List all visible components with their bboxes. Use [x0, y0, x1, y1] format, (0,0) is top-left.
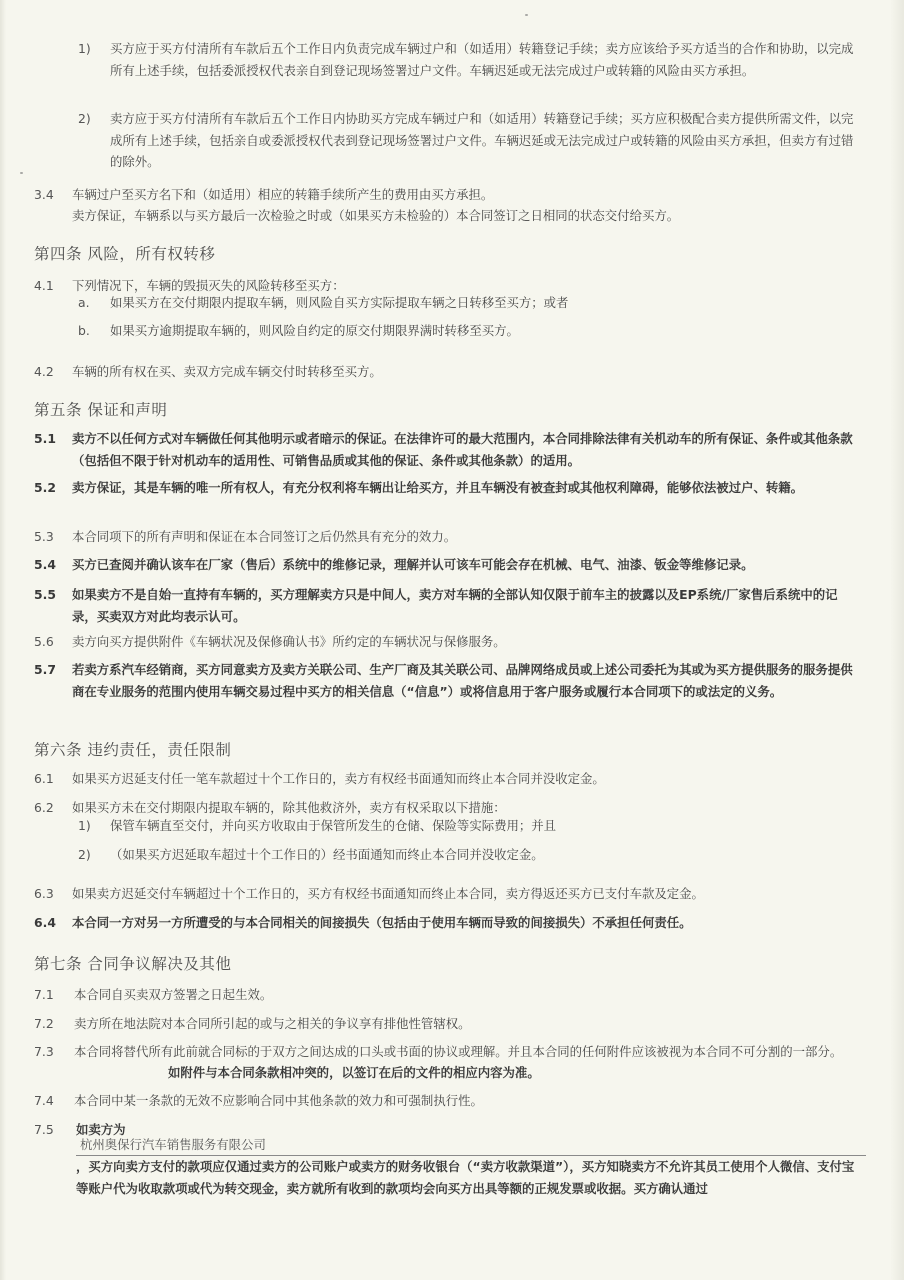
clause-text: 如果买方在交付期限内提取车辆，则风险自买方实际提取车辆之日转移至买方；或者 [110, 295, 569, 310]
clause-number: 7.5 [34, 1122, 54, 1137]
seller-company-name: 杭州奥保行汽车销售服务有限公司 [80, 1137, 266, 1152]
item-number: 1) [78, 818, 91, 833]
clause-number: 6.4 [34, 915, 56, 930]
scan-speck [525, 14, 528, 16]
clause-number: 6.1 [34, 771, 54, 786]
clause-number: 7.3 [34, 1044, 54, 1059]
clause-text: 保管车辆直至交付，并向买方收取由于保管所发生的仓储、保险等实际费用；并且 [110, 818, 557, 833]
clause-text-bold: 如附件与本合同条款相冲突的，以签订在后的文件的相应内容为准。 [168, 1065, 540, 1080]
clause-text: 本合同项下的所有声明和保证在本合同签订之后仍然具有充分的效力。 [72, 529, 457, 544]
clause-number: 5.1 [34, 431, 56, 446]
clause-text: 如果买方逾期提取车辆的，则风险自约定的原交付期限界满时转移至买方。 [110, 323, 519, 338]
clause-number: 7.1 [34, 987, 54, 1002]
clause-number: 4.2 [34, 364, 54, 379]
clause-text: 卖方保证，车辆系以与买方最后一次检验之时或（如果买方未检验的）本合同签订之日相同的状态交付给买方。 [72, 208, 680, 223]
clause-text: 本合同一方对另一方所遭受的与本合同相关的间接损失（包括由于使用车辆而导致的间接损失）不承担任何责任。 [72, 915, 692, 930]
scan-speck [20, 172, 23, 174]
clause-text: 卖方不以任何方式对车辆做任何其他明示或者暗示的保证。在法律许可的最大范围内，本合同排除法律有关机动车的所有保证、条件或其他条款（包括但不限于针对机动车的适用性、可销售品质或其他的保证、条件或其他条款）的适用。 [72, 431, 853, 468]
clause-text: 卖方保证，其是车辆的唯一所有权人，有充分权利将车辆出让给买方，并且车辆没有被查封或其他权利障碍，能够依法被过户、转籍。 [72, 480, 804, 495]
section-heading: 第六条 违约责任，责任限制 [34, 741, 232, 759]
item-number: b. [78, 323, 90, 338]
clause-number: 5.2 [34, 480, 56, 495]
clause-number: 7.2 [34, 1016, 54, 1031]
scan-edge-right [890, 0, 904, 1280]
clause-text: 如果买方迟延支付任一笔车款超过十个工作日的，卖方有权经书面通知而终止本合同并没收定金。 [72, 771, 605, 786]
clause-number: 7.4 [34, 1093, 54, 1108]
clause-text: 如卖方为 [76, 1122, 126, 1137]
item-number: 1) [78, 41, 91, 56]
item-number: a. [78, 295, 90, 310]
section-heading: 第五条 保证和声明 [34, 401, 168, 419]
clause-number: 5.3 [34, 529, 54, 544]
clause-text: 买方已查阅并确认该车在厂家（售后）系统中的维修记录，理解并认可该车可能会存在机械、电气、油漆、钣金等维修记录。 [72, 557, 754, 572]
clause-text: 如果卖方迟延交付车辆超过十个工作日的，买方有权经书面通知而终止本合同，卖方得返还买方已支付车款及定金。 [72, 886, 704, 901]
clause-text: 卖方所在地法院对本合同所引起的或与之相关的争议享有排他性管辖权。 [74, 1016, 471, 1031]
clause-text: 卖方向买方提供附件《车辆状况及保修确认书》所约定的车辆状况与保修服务。 [72, 634, 506, 649]
clause-text: 车辆的所有权在买、卖双方完成车辆交付时转移至买方。 [72, 364, 382, 379]
clause-text: （如果买方迟延取车超过十个工作日的）经书面通知而终止本合同并没收定金。 [110, 847, 544, 862]
scan-edge-left [0, 0, 6, 1280]
item-number: 2) [78, 111, 91, 126]
clause-number: 5.5 [34, 587, 56, 602]
clause-text: 下列情况下，车辆的毁损灭失的风险转移至买方： [72, 278, 345, 293]
clause-number: 5.7 [34, 662, 56, 677]
section-heading: 第七条 合同争议解决及其他 [34, 955, 232, 973]
clause-text: 车辆过户至买方名下和（如适用）相应的转籍手续所产生的费用由买方承担。 [72, 187, 494, 202]
clause-number: 6.2 [34, 800, 54, 815]
clause-text: 本合同中某一条款的无效不应影响合同中其他条款的效力和可强制执行性。 [74, 1093, 483, 1108]
clause-number: 5.4 [34, 557, 56, 572]
clause-text: ，买方向卖方支付的款项应仅通过卖方的公司账户或卖方的财务收银台（“卖方收款渠道”），买方知晓卖方不允许其员工使用个人微信、支付宝等账户代为收取款项或代为转交现金，卖方就所有收到的款项均会向买方出具等额的正规发票或收据。买方确认通过 [76, 1159, 855, 1196]
clause-text: 买方应于买方付清所有车款后五个工作日内负责完成车辆过户和（如适用）转籍登记手续；卖方应该给予买方适当的合作和协助，以完成所有上述手续，包括委派授权代表亲自到登记现场签署过户文件。车辆迟延或无法完成过户或转籍的风险由买方承担。 [110, 41, 854, 78]
clause-text: 如果卖方不是自始一直持有车辆的，买方理解卖方只是中间人，卖方对车辆的全部认知仅限于前车主的披露以及EP系统/厂家售后系统中的记录，买卖双方对此均表示认可。 [72, 587, 838, 624]
clause-text: 如果买方未在交付期限内提取车辆的，除其他救济外，卖方有权采取以下措施： [72, 800, 506, 815]
clause-number: 3.4 [34, 187, 54, 202]
clause-text: 本合同自买卖双方签署之日起生效。 [74, 987, 273, 1002]
item-number: 2) [78, 847, 91, 862]
clause-number: 6.3 [34, 886, 54, 901]
clause-text: 本合同将替代所有此前就合同标的于双方之间达成的口头或书面的协议或理解。并且本合同的任何附件应该被视为本合同不可分割的一部分。 [74, 1044, 843, 1059]
clause-text: 卖方应于买方付清所有车款后五个工作日内协助买方完成车辆过户和（如适用）转籍登记手续；买方应积极配合卖方提供所需文件，以完成所有上述手续，包括亲自或委派授权代表到登记现场签署过户文件。车辆迟延或无法完成过户或转籍的风险由买方承担，但卖方有过错的除外。 [110, 111, 854, 169]
section-heading: 第四条 风险，所有权转移 [34, 245, 216, 263]
clause-number: 5.6 [34, 634, 54, 649]
clause-text: 若卖方系汽车经销商，买方同意卖方及卖方关联公司、生产厂商及其关联公司、品牌网络成员或上述公司委托为其或为买方提供服务的服务提供商在专业服务的范围内使用车辆交易过程中买方的相关信息（“信息”）或将信息用于客户服务或履行本合同项下的或法定的义务。 [72, 662, 853, 699]
clause-number: 4.1 [34, 278, 54, 293]
